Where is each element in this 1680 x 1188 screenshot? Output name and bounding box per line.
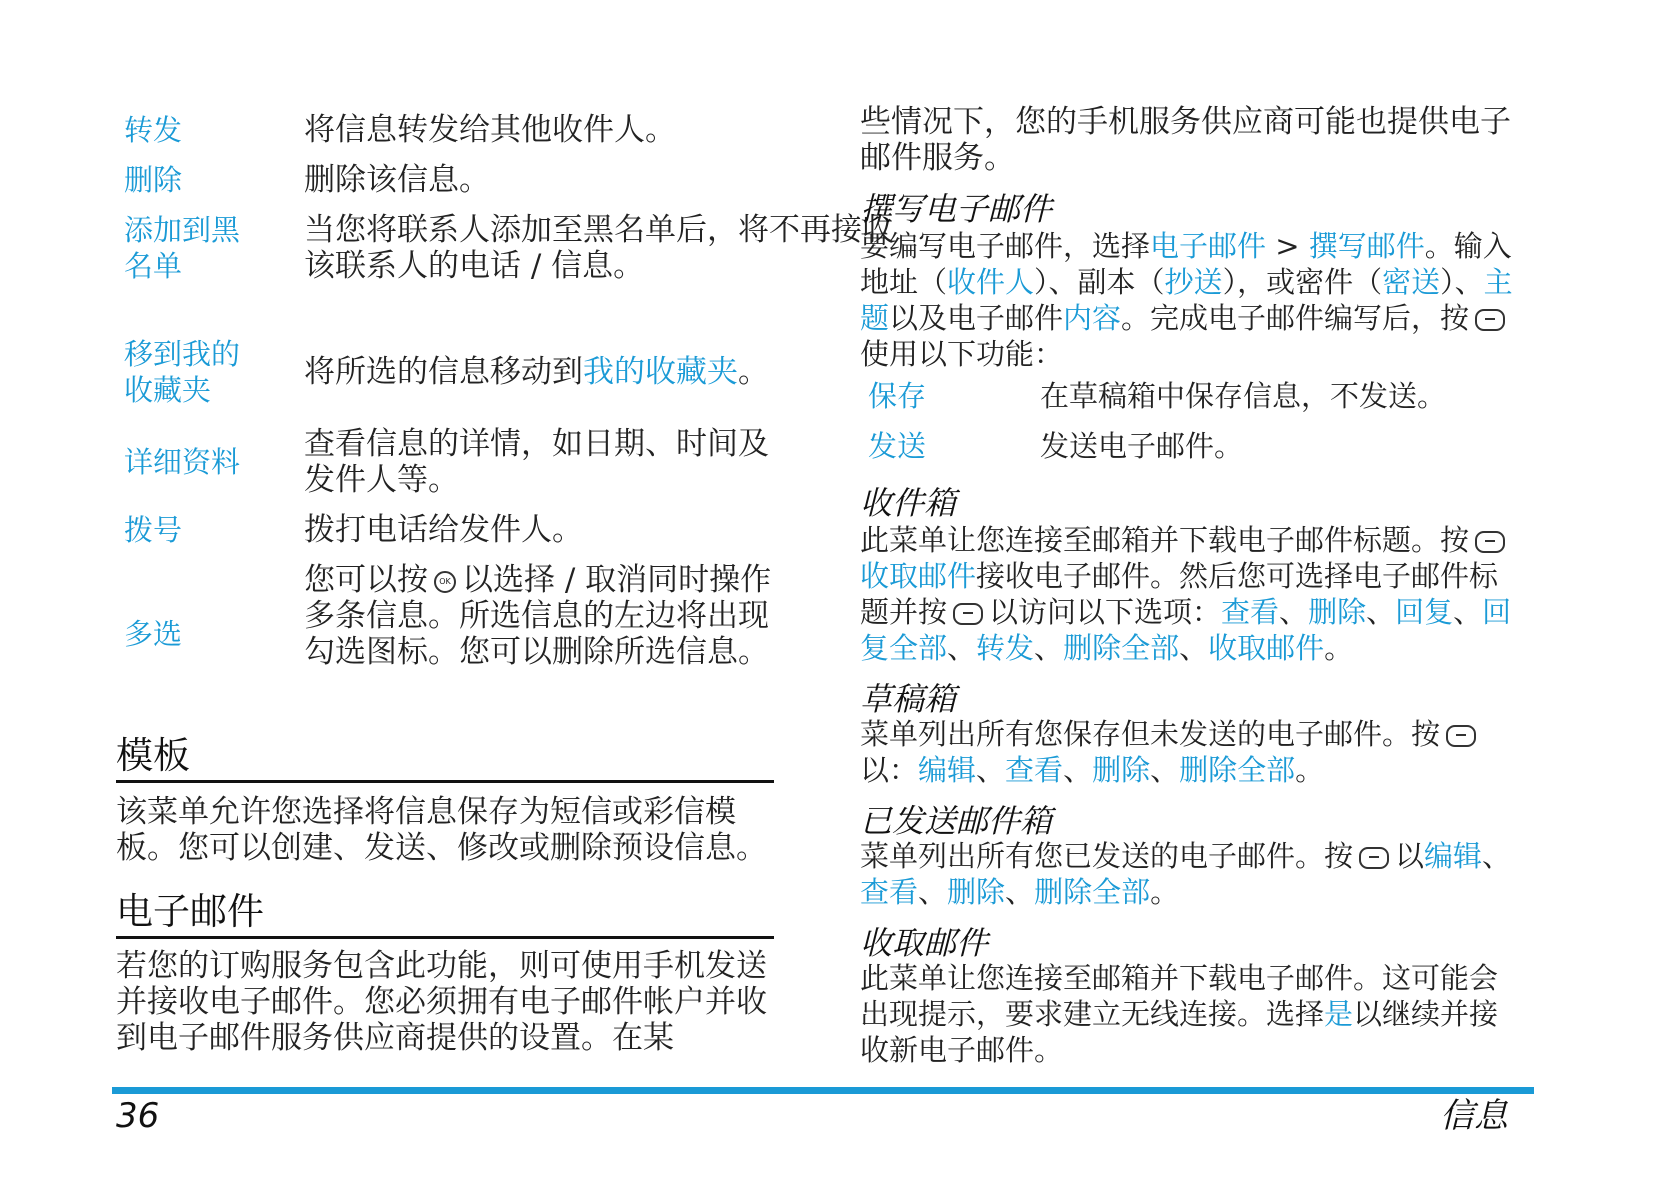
option-desc: 在草稿箱中保存信息，不发送。 — [1040, 379, 1447, 413]
subject-link: 主题 — [860, 265, 1513, 335]
link: 回复全部 — [860, 595, 1512, 665]
to-link: 收件人 — [947, 265, 1035, 299]
option-label: 移到我的收藏夹 — [124, 337, 241, 407]
text: 此菜单让您连接至邮箱并下载电子邮件标题。按 — [860, 523, 1470, 557]
cc-link: 抄送 — [1164, 265, 1223, 299]
soft-key-icon — [1475, 309, 1505, 331]
heading-rule — [116, 780, 774, 783]
fetch-text — [860, 960, 1520, 1068]
option-label: 拨号 — [124, 513, 183, 547]
option-desc — [304, 562, 774, 670]
option-label: 详细资料 — [124, 445, 241, 479]
option-label: 删除 — [124, 163, 183, 197]
text: 以继续并接收新电子邮件。 — [860, 997, 1499, 1067]
desc-text: 将所选的信息移动到 — [304, 354, 583, 390]
inbox-heading: 收件箱 — [860, 484, 957, 522]
text: 以访问以下选项： — [989, 595, 1222, 629]
text: 菜单列出所有您已发送的电子邮件。按 — [860, 839, 1354, 873]
option-label: 发送 — [868, 429, 927, 463]
text: ）、副本（ — [1034, 265, 1165, 299]
favorites-link: 我的收藏夹 — [583, 354, 738, 390]
ok-key-icon: OK — [434, 571, 456, 593]
desc-text: 您可以按 — [304, 562, 428, 598]
link: 删除全部 — [1034, 875, 1151, 909]
option-label: 转发 — [124, 113, 183, 147]
option-desc: 发送电子邮件。 — [1040, 429, 1244, 463]
compose-text — [860, 228, 1520, 372]
compose-heading: 撰写电子邮件 — [860, 190, 1053, 228]
email-intro-text: 些情况下，您的手机服务供应商可能也提供电子邮件服务。 — [860, 104, 1511, 176]
footer-bar — [112, 1087, 1534, 1094]
option-desc: 拨打电话给发件人。 — [304, 512, 583, 548]
link: 删除全部 — [1063, 631, 1180, 665]
link: 编辑 — [1424, 839, 1483, 873]
option-label: 多选 — [124, 617, 183, 651]
fetch-link: 收取邮件 — [860, 559, 977, 593]
option-desc: 将信息转发给其他收件人。 — [304, 112, 676, 148]
email-link: 电子邮件 — [1150, 229, 1267, 263]
email-text: 若您的订购服务包含此功能，则可使用手机发送并接收电子邮件。您必须拥有电子邮件帐户并收到电子邮件服务供应商提供的设置。在某 — [116, 948, 767, 1056]
option-desc: 查看信息的详情，如日期、时间及发件人等。 — [304, 426, 769, 498]
soft-key-icon — [1359, 847, 1389, 869]
link: 删除 — [1092, 753, 1151, 787]
text: 。完成电子邮件编写后，按 — [1121, 301, 1470, 335]
link: 查看 — [1221, 595, 1280, 629]
sent-text: 菜单列出所有您已发送的电子邮件。按 以编辑、查看、删除、删除全部。 — [860, 839, 1512, 909]
text: 以 — [1395, 839, 1425, 873]
fetch-heading: 收取邮件 — [860, 924, 989, 962]
link: 收取邮件 — [1208, 631, 1325, 665]
page-number: 36 — [116, 1096, 160, 1136]
email-heading: 电子邮件 — [116, 890, 264, 933]
text: 要编写电子邮件，选择 — [860, 229, 1151, 263]
text: 接收电子邮件。然后您可选择电子邮件标题并按 — [860, 559, 1499, 629]
desc-text: 。 — [738, 354, 769, 390]
soft-key-icon — [1446, 725, 1476, 747]
path-separator: > — [1266, 229, 1309, 263]
link: 查看 — [860, 875, 919, 909]
drafts-text: 菜单列出所有您保存但未发送的电子邮件。按以：编辑、查看、删除、删除全部。 — [860, 716, 1520, 788]
text: 此菜单让您连接至邮箱并下载电子邮件。这可能会出现提示，要求建立无线连接。选择 — [860, 961, 1499, 1031]
link: 删除全部 — [1179, 753, 1296, 787]
soft-key-icon — [953, 603, 983, 625]
content-link: 内容 — [1063, 301, 1122, 335]
text: ）、 — [1440, 265, 1484, 299]
link: 查看 — [1005, 753, 1064, 787]
bcc-link: 密送 — [1382, 265, 1441, 299]
text: 以及电子邮件 — [889, 301, 1064, 335]
option-desc: 当您将联系人添加至黑名单后，将不再接收该联系人的电话 / 信息。 — [304, 212, 893, 284]
option-label: 添加到黑名单 — [124, 213, 241, 283]
option-label: 保存 — [868, 379, 927, 413]
link: 转发 — [976, 631, 1035, 665]
text: 以： — [860, 753, 919, 787]
text: ），或密件（ — [1222, 265, 1383, 299]
text: 。输入地址（ — [860, 229, 1512, 299]
link: 删除 — [947, 875, 1006, 909]
link: 删除 — [1308, 595, 1367, 629]
yes-link: 是 — [1324, 997, 1354, 1031]
heading-rule — [116, 936, 774, 939]
link: 回复 — [1395, 595, 1454, 629]
sent-heading: 已发送邮件箱 — [860, 802, 1053, 840]
option-desc — [304, 354, 900, 390]
inbox-text: 此菜单让您连接至邮箱并下载电子邮件标题。按收取邮件接收电子邮件。然后您可选择电子邮件标题并按 以访问以下选项：查看、删除、回复、回复全部、转发、删除全部、收取邮件。 — [860, 523, 1512, 665]
text: 菜单列出所有您保存但未发送的电子邮件。按 — [860, 717, 1441, 751]
desc-text: 以选择 / 取消同时操作多条信息。所选信息的左边将出现勾选图标。您可以删除所选信息。 — [304, 562, 772, 670]
template-text: 该菜单允许您选择将信息保存为短信或彩信模板。您可以创建、发送、修改或删除预设信息。 — [116, 794, 767, 866]
drafts-heading: 草稿箱 — [860, 680, 957, 718]
option-desc: 删除该信息。 — [304, 162, 490, 198]
template-heading: 模板 — [116, 734, 190, 777]
link: 编辑 — [918, 753, 977, 787]
chapter-title: 信息 — [1440, 1096, 1508, 1136]
compose-link: 撰写邮件 — [1308, 229, 1425, 263]
text: 使用以下功能： — [860, 337, 1064, 371]
soft-key-icon — [1475, 531, 1505, 553]
